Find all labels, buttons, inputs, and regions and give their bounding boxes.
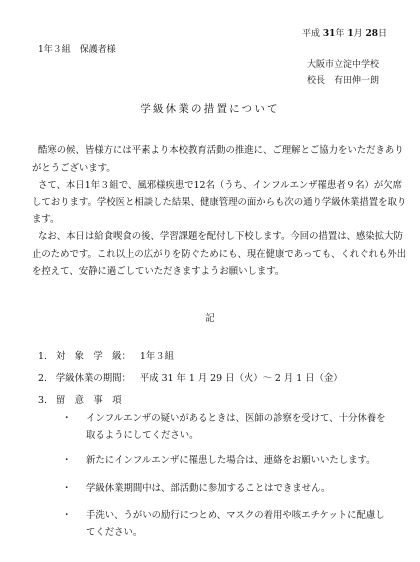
note-2-bullet: ・ <box>62 455 72 466</box>
item-3 <box>38 396 122 405</box>
note-1-line2: 取るようにしてください。 <box>86 430 199 441</box>
body-p3-line3: を控えて、安静に過ごしていただきますようお願いします。 <box>32 266 285 277</box>
date-line <box>302 30 387 39</box>
school-name: 大阪市立淀中学校 <box>307 60 380 70</box>
body-p1-line1: 酷寒の候、皆様方には平素より本校教育活動の推進に、ご理解とご協力をいただきあり <box>38 145 404 156</box>
item-1-value: 1年３組 <box>139 351 174 362</box>
ki-heading: 記 <box>205 313 215 324</box>
note-4-bullet: ・ <box>62 510 72 521</box>
date-era: 平成 <box>302 29 321 39</box>
item-1-label: 対 象 学 級： <box>55 351 131 362</box>
body-p2-line1: さて、本日1年３組で、風邪様疾患で12名（うち、インフルエンザ罹患者９名）が欠席 <box>38 180 403 191</box>
body-p1-line2: がとうございます。 <box>32 163 116 174</box>
item-1 <box>38 352 174 361</box>
note-3-bullet: ・ <box>62 483 72 494</box>
date-day-unit: 日 <box>378 29 388 39</box>
recipient: 1年３組 保護者様 <box>38 45 116 55</box>
item-3-label: 留 意 事 項 <box>55 395 122 406</box>
body-p3-line1: なお、本日は給食喫食の後、学習課題を配付し下校します。今回の措置は、感染拡大防 <box>38 231 403 242</box>
item-3-number: 3. <box>38 395 47 406</box>
body-p3-line2: 止のためです。これ以上の広がりを防ぐためにも、現在健康であっても、くれぐれも外出 <box>32 249 407 260</box>
item-2-label: 学級休業の期間： <box>55 373 131 384</box>
date-year: 31 <box>322 29 336 39</box>
note-4-line1: 手洗い、うがいの励行につとめ、マスクの着用や咳エチケットに配慮し <box>86 510 385 521</box>
note-3-line1: 学級休業期間中は、部活動に参加することはできません。 <box>86 483 331 494</box>
note-2-line1: 新たにインフルエンザに罹患した場合は、連絡をお願いいたします。 <box>86 455 376 466</box>
note-4-line2: てください。 <box>86 527 143 538</box>
principal-name: 校長 有田伸一朗 <box>307 76 380 86</box>
item-2-number: 2. <box>38 373 47 384</box>
item-2-value: 平成 31 年 1 月 29 日（火）〜 2 月 1 日（金） <box>139 373 343 384</box>
body-p2-line3: ます。 <box>32 214 60 225</box>
item-2 <box>38 374 343 383</box>
date-month-unit: 月 <box>353 29 363 39</box>
item-1-number: 1. <box>38 351 47 362</box>
date-year-unit: 年 <box>335 29 345 39</box>
note-1-line1: インフルエンザの疑いがあるときは、医師の診察を受けて、十分休養を <box>86 413 386 424</box>
note-1-bullet: ・ <box>62 413 72 424</box>
date-month: 1 <box>347 29 354 39</box>
body-p2-line2: しております。学校医と相談した結果、健康管理の面からも次の通り学級休業措置を取り <box>32 197 407 208</box>
document-title: 学級休業の措置について <box>140 103 280 115</box>
date-day: 28 <box>365 29 378 39</box>
